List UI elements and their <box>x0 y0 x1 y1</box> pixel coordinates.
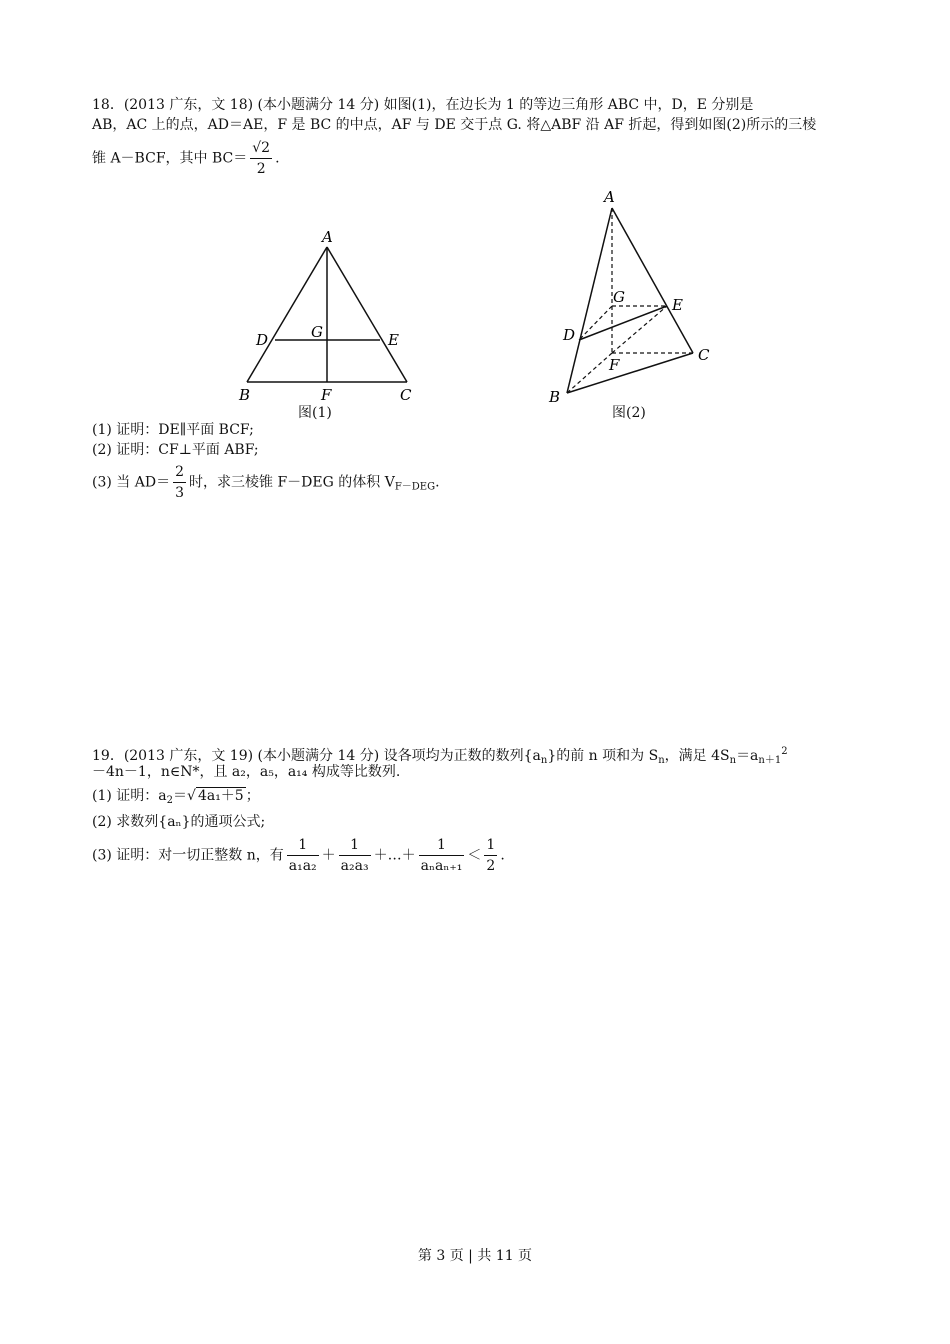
plus-ellipsis: ＋…＋ <box>373 847 416 864</box>
q19-sub-n1: n＋1 <box>758 755 782 766</box>
label-e: E <box>388 331 399 349</box>
label-a: A <box>604 188 615 206</box>
q18-part1: (1) 证明：DE∥平面 BCF; <box>92 422 254 438</box>
label-c: C <box>698 346 710 364</box>
term-fraction-2-den: a₂a₃ <box>340 858 369 874</box>
q19-line1-mid: }的前 n 项和为 S <box>547 748 659 764</box>
q19-sup-2: 2 <box>781 746 788 757</box>
q19-part3-prefix: (3) 证明：对一切正整数 n，有 <box>92 847 284 864</box>
term-fraction-n-num: 1 <box>419 835 465 856</box>
term-fraction-1-num: 1 <box>287 835 319 856</box>
figure-1-triangle <box>230 222 430 407</box>
label-f: F <box>321 386 332 404</box>
q19-part2: (2) 求数列{aₙ}的通项公式; <box>92 814 266 830</box>
page-footer: 第 3 页 | 共 11 页 <box>417 1248 533 1264</box>
edge-ac <box>327 247 407 382</box>
q19-part1-suffix: ； <box>245 788 260 804</box>
q19-line1-mid2: ，满足 4S <box>664 748 730 764</box>
sqrt-sign-icon: √ <box>187 788 196 804</box>
label-e: E <box>672 296 683 314</box>
edge-bc <box>567 353 693 393</box>
q19-sub-n: n <box>540 755 548 766</box>
sqrt-radicand: 4a₁＋5 <box>197 788 244 804</box>
q19-line1-mid3: ＝a <box>736 748 759 764</box>
q19-line2: －4n－1，n∈N*，且 a₂，a₅，a₁₄ 构成等比数列. <box>92 764 401 780</box>
label-b: B <box>239 386 251 404</box>
plus-sign-1: ＋ <box>321 847 336 864</box>
figure-1-caption: 图(1) <box>298 405 332 421</box>
term-fraction-2 <box>339 835 371 876</box>
q19-part1 <box>92 786 867 811</box>
q18-part3 <box>92 462 867 503</box>
q18-part3-suffix: 时，求三棱锥 F－DEG 的体积 V <box>189 474 395 491</box>
q18-line3-prefix: 锥 A－BCF，其中 BC＝ <box>92 150 248 167</box>
ad-fraction <box>173 462 186 503</box>
segment-fb-hidden <box>567 353 612 393</box>
half-fraction-num: 1 <box>484 835 497 856</box>
edge-ac <box>612 208 693 353</box>
label-d: D <box>256 331 269 349</box>
q18-part3-end: . <box>435 474 440 491</box>
q19-sub-n3: n <box>729 755 737 766</box>
term-fraction-1 <box>287 835 319 876</box>
label-c: C <box>400 386 412 404</box>
term-fraction-n-den: aₙaₙ₊₁ <box>420 858 463 874</box>
q18-line3 <box>92 138 867 179</box>
term-fraction-1-den: a₁a₂ <box>288 858 317 874</box>
label-a: A <box>322 228 333 246</box>
label-d: D <box>563 326 576 344</box>
edge-ab <box>567 208 612 393</box>
q18-line1: 18．(2013 广东，文 18) (本小题满分 14 分) 如图(1)，在边长为 1 的等边三角形 ABC 中，D，E 分别是 <box>92 97 754 113</box>
half-fraction-den: 2 <box>486 858 496 874</box>
half-fraction <box>484 835 497 876</box>
q19-part1-prefix: (1) 证明：a <box>92 788 167 804</box>
label-g: G <box>613 288 625 306</box>
q19-part3-end: . <box>500 847 505 864</box>
q19-sub-n2: n <box>658 755 665 766</box>
ad-fraction-num: 2 <box>173 462 186 483</box>
label-b: B <box>549 388 561 406</box>
q18-part2: (2) 证明：CF⊥平面 ABF; <box>92 442 259 458</box>
q18-part3-prefix: (3) 当 AD＝ <box>92 474 171 491</box>
bc-fraction-den: 2 <box>256 161 266 177</box>
segment-de <box>579 306 667 340</box>
q18-line2: AB，AC 上的点，AD＝AE，F 是 BC 的中点，AF 与 DE 交于点 G. 将△ABF 沿 AF 折起，得到如图(2)所示的三棱 <box>92 117 817 133</box>
q19-part3 <box>92 835 867 876</box>
bc-fraction-num: √2 <box>250 138 272 159</box>
q19-part1-sub: 2 <box>166 795 174 806</box>
q18-line3-suffix: . <box>275 150 280 167</box>
term-fraction-n <box>419 835 465 876</box>
less-than-sign: ＜ <box>467 847 482 864</box>
segment-fe-hidden <box>612 306 667 353</box>
label-g: G <box>311 323 323 341</box>
bc-fraction <box>250 138 272 179</box>
q19-part1-eq: ＝ <box>173 788 188 804</box>
sqrt-expression <box>187 786 246 806</box>
volume-subscript: F－DEG <box>394 481 436 493</box>
q19-line1-prefix: 19．(2013 广东，文 19) (本小题满分 14 分) 设各项均为正数的数列{a <box>92 748 541 764</box>
figure-2-pyramid <box>540 180 730 410</box>
figure-2-caption: 图(2) <box>612 405 646 421</box>
label-f: F <box>609 356 620 374</box>
edge-ab <box>247 247 327 382</box>
ad-fraction-den: 3 <box>175 485 184 501</box>
term-fraction-2-num: 1 <box>339 835 371 856</box>
